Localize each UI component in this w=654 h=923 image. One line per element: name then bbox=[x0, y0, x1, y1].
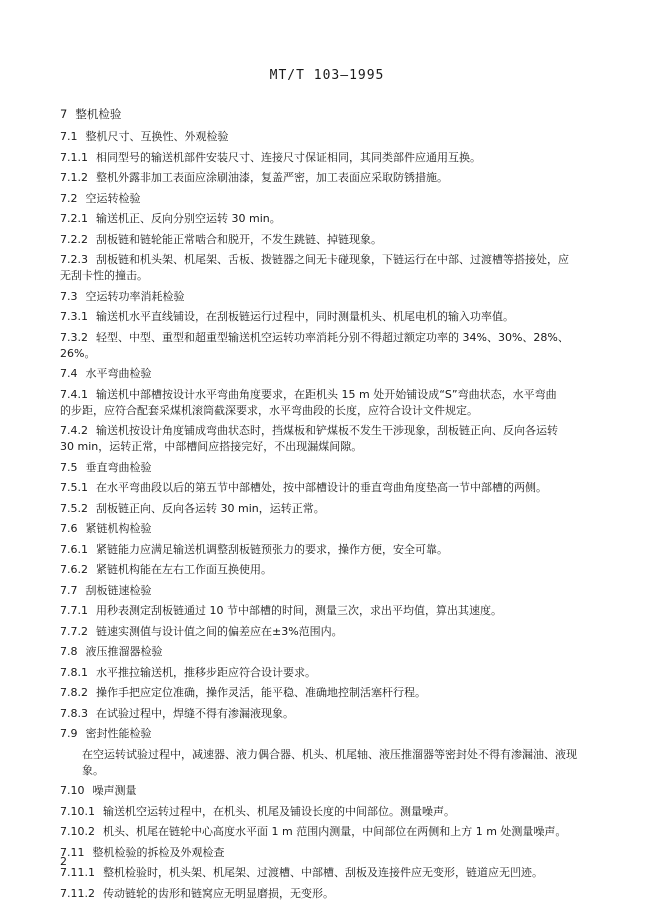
clause-text: 水平推拉输送机，推移步距应符合设计要求。 bbox=[96, 665, 316, 679]
clause-text: 密封性能检验 bbox=[85, 727, 152, 740]
clause-line bbox=[60, 233, 600, 246]
clause-line bbox=[60, 784, 600, 797]
clause-line bbox=[60, 846, 600, 859]
clause-number: 7.9 bbox=[60, 727, 78, 740]
clause-line bbox=[60, 866, 600, 879]
clause-number: 7.1 bbox=[60, 130, 78, 143]
clause-line bbox=[60, 502, 600, 515]
clause-text: 刮板链正向、反向各运转 30 min，运转正常。 bbox=[96, 501, 325, 515]
clause-text: 机头、机尾在链轮中心高度水平面 1 m 范围内测量，中间部位在两侧和上方 1 m 处测量噪声。 bbox=[103, 825, 567, 838]
clause-text: 输送机水平直线铺设，在刮板链运行过程中，同时测量机头、机尾电机的输入功率值。 bbox=[96, 310, 514, 323]
clause-text: 紧链能力应满足输送机调整刮板链预张力的要求，操作方便，安全可靠。 bbox=[96, 542, 448, 556]
clause-text: 整机检验的拆检及外观检查 bbox=[92, 845, 225, 859]
clause-text: 液压推溜器检验 bbox=[85, 645, 163, 658]
clause-text: 在试验过程中，焊缝不得有渗漏液现象。 bbox=[96, 706, 294, 720]
clause-number: 7.2 bbox=[60, 191, 78, 205]
clause-line bbox=[60, 461, 600, 474]
clause-number: 7.4 bbox=[60, 367, 78, 380]
clause-text: 轻型、中型、重型和超重型输送机空运转功率消耗分别不得超过额定功率的 34%、30%、28%、 bbox=[96, 330, 569, 344]
clause-line bbox=[60, 887, 600, 900]
clause-number: 7.10 bbox=[60, 784, 85, 797]
clause-number: 7.3.1 bbox=[60, 310, 88, 323]
clause-line bbox=[60, 424, 600, 453]
clause-text: 刮板链和链轮能正常啮合和脱开，不发生跳链、掉链现象。 bbox=[96, 232, 382, 246]
clause-line bbox=[60, 171, 600, 184]
clause-number: 7.8.3 bbox=[60, 706, 88, 720]
clause-number: 7.1.1 bbox=[60, 150, 88, 164]
clause-line bbox=[60, 310, 600, 323]
clause-continuation: 象。 bbox=[82, 763, 104, 777]
clause-line bbox=[60, 331, 600, 360]
document-body bbox=[60, 108, 600, 907]
clause-text: 传动链轮的齿形和链窝应无明显磨损，无变形。 bbox=[103, 886, 334, 900]
clause-number: 7.11.1 bbox=[60, 866, 95, 879]
clause-number: 7.2.2 bbox=[60, 232, 88, 246]
clause-number: 7.8.1 bbox=[60, 665, 88, 679]
clause-line bbox=[60, 543, 600, 556]
clause-line bbox=[60, 290, 600, 303]
clause-text: 垂直弯曲检验 bbox=[85, 460, 152, 474]
clause-text: 空运转功率消耗检验 bbox=[85, 289, 185, 303]
clause-text: 紧链机构检验 bbox=[85, 522, 152, 535]
page-number: 2 bbox=[60, 855, 67, 868]
clause-line bbox=[60, 563, 600, 576]
clause-line bbox=[60, 367, 600, 380]
clause-line bbox=[60, 748, 600, 777]
clause-number: 7.5 bbox=[60, 460, 78, 474]
clause-text: 噪声测量 bbox=[92, 784, 137, 797]
section-heading bbox=[60, 108, 600, 121]
clause-number: 7.7 bbox=[60, 583, 78, 597]
clause-line bbox=[60, 666, 600, 679]
clause-number: 7.10.1 bbox=[60, 804, 95, 818]
clause-text: 在空运转试验过程中，减速器、液力偶合器、机头、机尾轴、液压推溜器等密封处不得有渗漏油、液现 bbox=[82, 747, 577, 761]
clause-line bbox=[60, 645, 600, 658]
clause-line bbox=[60, 707, 600, 720]
clause-line bbox=[60, 522, 600, 535]
clause-number: 7.7.2 bbox=[60, 624, 88, 638]
clause-number: 7.1.2 bbox=[60, 171, 88, 184]
clause-line bbox=[60, 130, 600, 143]
clause-text: 刮板链速检验 bbox=[85, 583, 152, 597]
clause-number: 7.4.1 bbox=[60, 387, 88, 401]
clause-text: 空运转检验 bbox=[85, 191, 141, 205]
page-header: MT/T 103—1995 bbox=[269, 68, 385, 83]
clause-number: 7.3 bbox=[60, 289, 78, 303]
clause-number: 7.8.2 bbox=[60, 686, 88, 699]
clause-line bbox=[60, 151, 600, 164]
clause-number: 7.6.2 bbox=[60, 563, 88, 576]
clause-number: 7.3.2 bbox=[60, 330, 88, 344]
clause-text: 刮板链和机头架、机尾架、舌板、拨链器之间无卡碰现象，下链运行在中部、过渡槽等搭接处，应 bbox=[96, 253, 569, 266]
clause-number: 7.7.1 bbox=[60, 604, 88, 617]
clause-continuation: 30 min，运转正常，中部槽间应搭接完好，不出现漏煤间隙。 bbox=[60, 440, 363, 453]
clause-line bbox=[60, 805, 600, 818]
clause-number: 7.5.1 bbox=[60, 481, 88, 494]
clause-line bbox=[60, 253, 600, 282]
clause-text: 输送机正、反向分别空运转 30 min。 bbox=[96, 212, 281, 225]
clause-line bbox=[60, 604, 600, 617]
clause-text: 在水平弯曲段以后的第五节中部槽处，按中部槽设计的垂直弯曲角度垫高一节中部槽的两侧。 bbox=[96, 481, 547, 494]
clause-text: 输送机空运转过程中，在机头、机尾及铺设长度的中间部位。测量噪声。 bbox=[103, 804, 455, 818]
clause-line bbox=[60, 686, 600, 699]
clause-continuation: 的步距，应符合配套采煤机滚筒截深要求，水平弯曲段的长度，应符合设计文件规定。 bbox=[60, 403, 478, 417]
clause-number: 7.11 bbox=[60, 845, 85, 859]
clause-text: 相同型号的输送机部件安装尺寸、连接尺寸保证相同，其同类部件应通用互换。 bbox=[96, 150, 481, 164]
clause-text: 链速实测值与设计值之间的偏差应在±3%范围内。 bbox=[96, 624, 343, 638]
clause-text: 水平弯曲检验 bbox=[85, 367, 152, 380]
clause-text: 输送机按设计角度铺成弯曲状态时，挡煤板和铲煤板不发生干涉现象，刮板链正向、反向各运转 bbox=[96, 424, 558, 437]
clause-line bbox=[60, 212, 600, 225]
clause-line bbox=[60, 388, 600, 417]
clause-number: 7.6.1 bbox=[60, 542, 88, 556]
clause-line bbox=[60, 192, 600, 205]
clause-number: 7.5.2 bbox=[60, 501, 88, 515]
clause-text: 整机尺寸、互换性、外观检验 bbox=[85, 130, 229, 143]
clause-line bbox=[60, 625, 600, 638]
clause-continuation: 26%。 bbox=[60, 346, 96, 360]
clause-text: 整机检验时，机头架、机尾架、过渡槽、中部槽、刮板及连接件应无变形，链道应无凹迹。 bbox=[103, 866, 543, 879]
clause-line bbox=[60, 584, 600, 597]
clause-line bbox=[60, 825, 600, 838]
clause-text: 整机检验 bbox=[75, 107, 122, 121]
clause-text: 操作手把应定位准确，操作灵活，能平稳、准确地控制活塞杆行程。 bbox=[96, 686, 426, 699]
clause-number: 7.6 bbox=[60, 522, 78, 535]
clause-text: 输送机中部槽按设计水平弯曲角度要求，在距机头 15 m 处开始铺设成“S”弯曲状态，水平弯曲 bbox=[96, 387, 557, 401]
clause-text: 整机外露非加工表面应涂刷油漆，复盖严密，加工表面应采取防锈措施。 bbox=[96, 171, 448, 184]
clause-line bbox=[60, 727, 600, 740]
clause-text: 用秒表测定刮板链通过 10 节中部槽的时间，测量三次，求出平均值，算出其速度。 bbox=[96, 604, 502, 617]
clause-number: 7.2.3 bbox=[60, 253, 88, 266]
clause-line bbox=[60, 481, 600, 494]
clause-number: 7.4.2 bbox=[60, 424, 88, 437]
clause-continuation: 无刮卡性的撞击。 bbox=[60, 269, 148, 282]
clause-text: 紧链机构能在左右工作面互换使用。 bbox=[96, 563, 272, 576]
clause-number: 7.8 bbox=[60, 645, 78, 658]
clause-number: 7.11.2 bbox=[60, 886, 95, 900]
clause-number: 7.2.1 bbox=[60, 212, 88, 225]
clause-number: 7 bbox=[60, 107, 68, 121]
clause-number: 7.10.2 bbox=[60, 825, 95, 838]
